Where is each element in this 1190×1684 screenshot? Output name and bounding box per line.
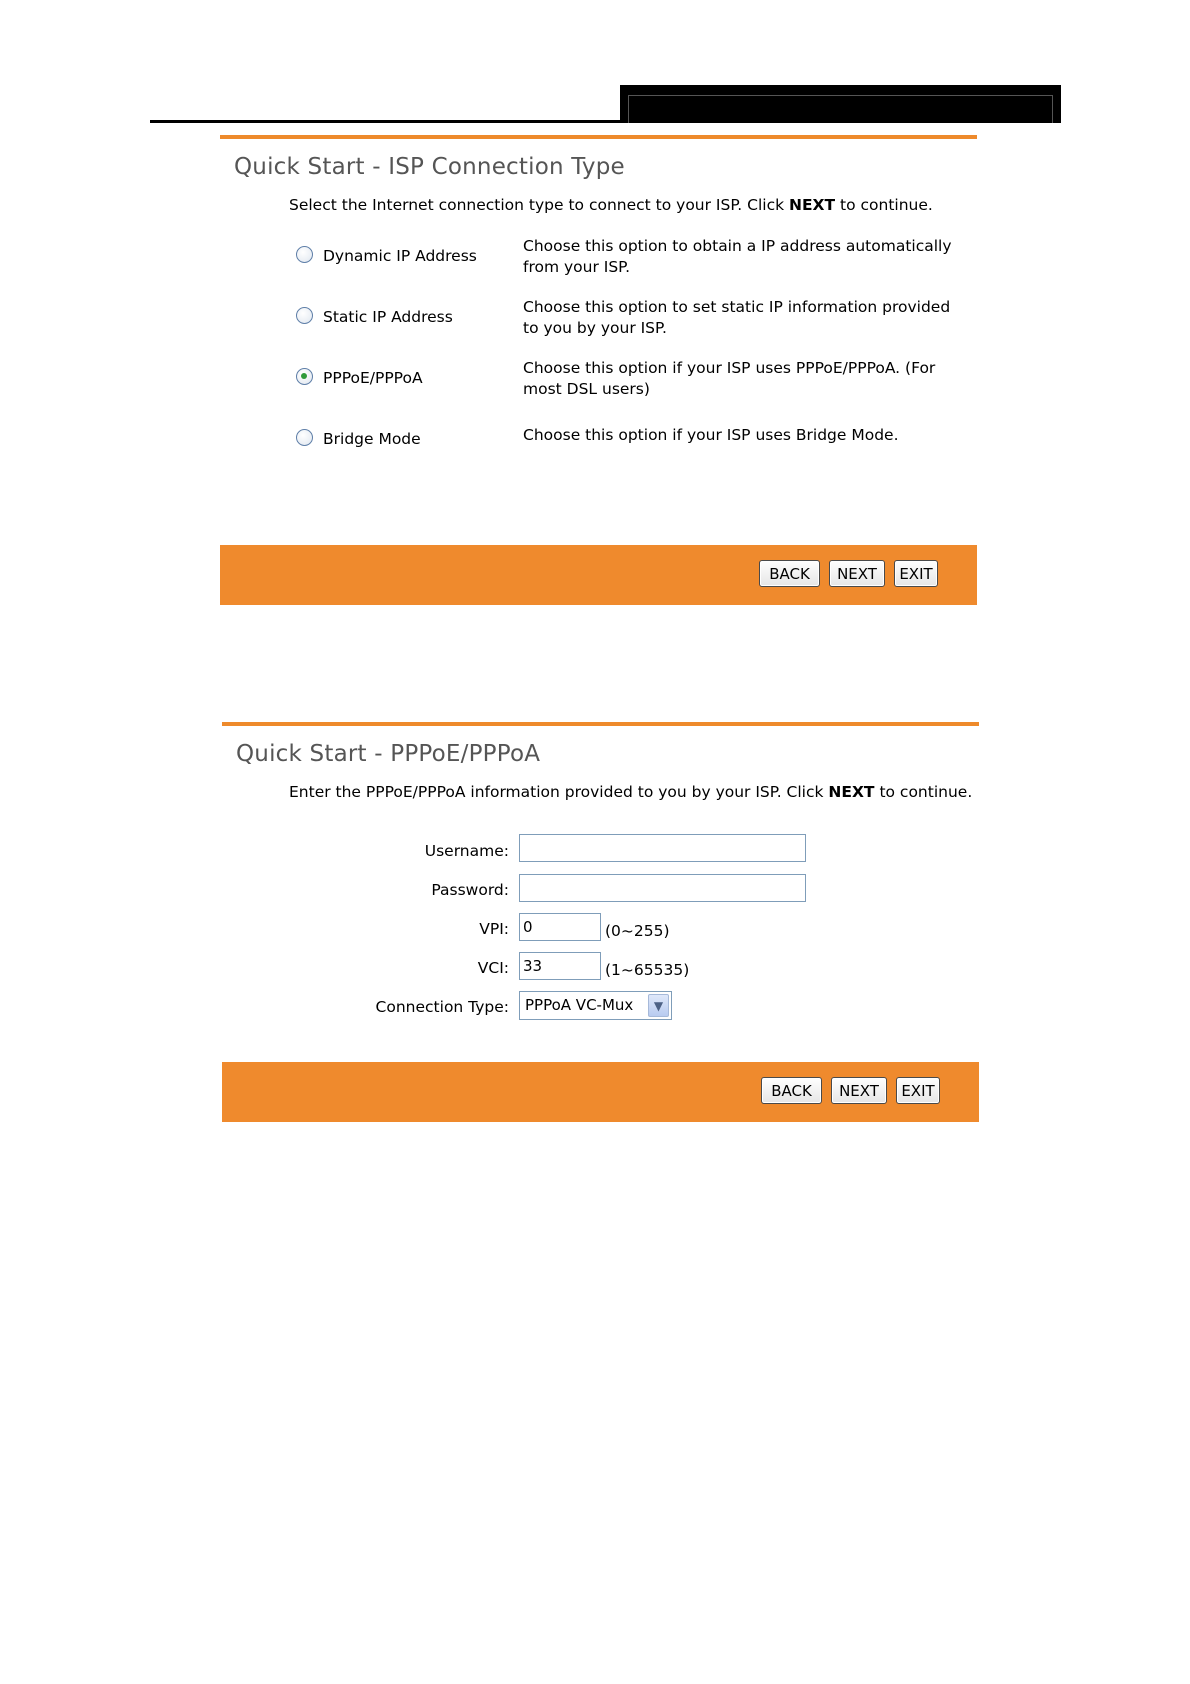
vpi-input[interactable]: 0	[519, 913, 601, 941]
header-block	[620, 85, 1061, 123]
option-label[interactable]: Static IP Address	[323, 308, 453, 326]
intro-text-bold: NEXT	[789, 196, 836, 214]
vci-range-hint: (1~65535)	[605, 961, 690, 979]
intro-text-post: to continue.	[874, 783, 973, 801]
pppoe-panel	[222, 722, 979, 1122]
connection-type-select[interactable]	[519, 991, 672, 1020]
option-label[interactable]: Dynamic IP Address	[323, 247, 477, 265]
option-label[interactable]: PPPoE/PPPoA	[323, 369, 423, 387]
radio-static-ip[interactable]	[296, 307, 313, 324]
intro-text-pre: Enter the PPPoE/PPPoA information provided to you by your ISP. Click	[289, 783, 829, 801]
next-button[interactable]: NEXT	[831, 1077, 887, 1104]
intro-text-pre: Select the Internet connection type to connect to your ISP. Click	[289, 196, 789, 214]
password-input[interactable]	[519, 874, 806, 902]
next-button[interactable]: NEXT	[829, 560, 885, 587]
option-description: Choose this option if your ISP uses PPPoE/PPPoA. (For most DSL users)	[523, 359, 936, 398]
header-rule	[150, 120, 620, 123]
panel-top-bar	[220, 135, 977, 139]
username-input[interactable]	[519, 834, 806, 862]
connection-type-label: Connection Type:	[375, 998, 509, 1016]
back-button[interactable]: BACK	[759, 560, 820, 587]
page-title: Quick Start - ISP Connection Type	[234, 154, 625, 180]
option-description: Choose this option to obtain a IP address automatically from your ISP.	[523, 237, 952, 276]
radio-pppoe-pppoa[interactable]	[296, 368, 313, 385]
intro-text-post: to continue.	[835, 196, 933, 214]
exit-button[interactable]: EXIT	[894, 560, 938, 587]
exit-button[interactable]: EXIT	[896, 1077, 940, 1104]
username-label: Username:	[424, 842, 509, 860]
connection-type-value: PPPoA VC-Mux	[525, 996, 634, 1014]
radio-bridge-mode[interactable]	[296, 429, 313, 446]
vpi-label: VPI:	[479, 920, 509, 938]
isp-connection-panel	[220, 135, 977, 610]
panel-top-bar	[222, 722, 979, 726]
vci-label: VCI:	[477, 959, 509, 977]
vci-input[interactable]: 33	[519, 952, 601, 980]
page-title: Quick Start - PPPoE/PPPoA	[236, 741, 541, 767]
chevron-down-icon[interactable]: ▼	[648, 994, 669, 1017]
option-description: Choose this option if your ISP uses Bridge Mode.	[523, 426, 899, 444]
option-label[interactable]: Bridge Mode	[323, 430, 421, 448]
intro-text	[289, 783, 979, 801]
button-bar	[222, 1062, 979, 1122]
vpi-range-hint: (0~255)	[605, 922, 670, 940]
intro-text-bold: NEXT	[828, 783, 875, 801]
radio-dynamic-ip[interactable]	[296, 246, 313, 263]
password-label: Password:	[431, 881, 509, 899]
back-button[interactable]: BACK	[761, 1077, 822, 1104]
intro-text	[289, 196, 977, 214]
button-bar	[220, 545, 977, 605]
option-description: Choose this option to set static IP information provided to you by your ISP.	[523, 298, 951, 337]
